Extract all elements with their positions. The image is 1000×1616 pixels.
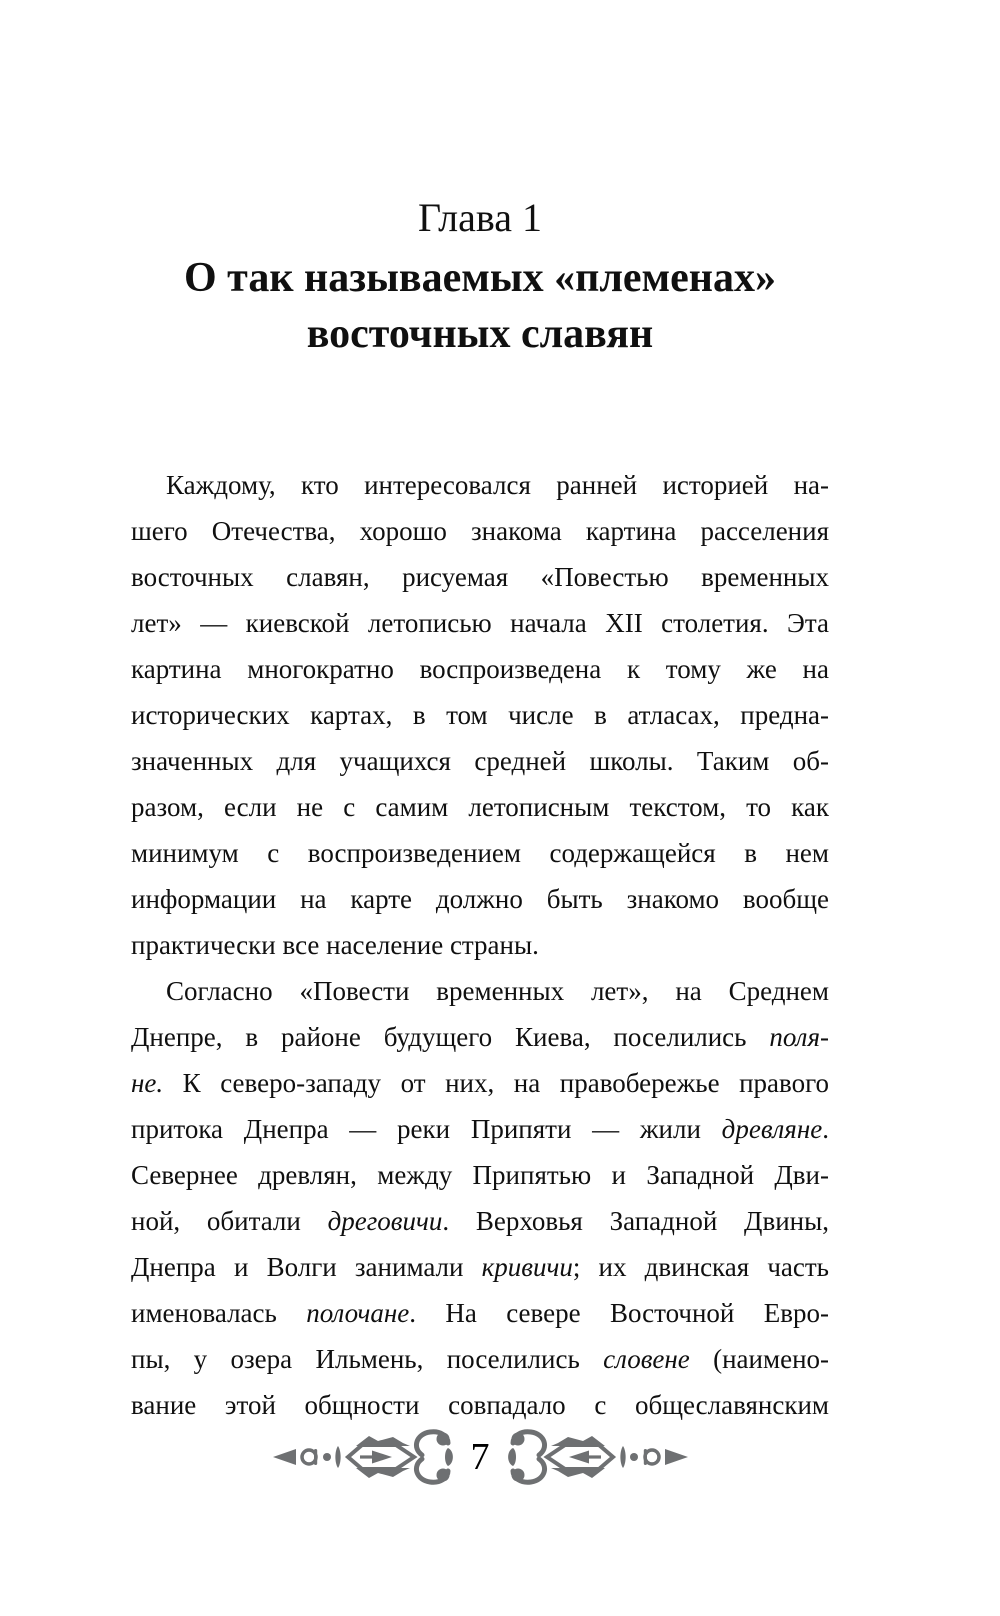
page-footer <box>131 1424 829 1490</box>
text-line: Днепре, в районе будущего Киева, поселились поля- <box>131 1022 829 1052</box>
chapter-title <box>131 250 829 362</box>
text-line: лет» — киевской летописью начала XII столетия. Эта <box>131 608 829 638</box>
text-line: Севернее древлян, между Припятью и Западной Дви- <box>131 1160 829 1190</box>
text-line: пы, у озера Ильмень, поселились словене (наимено- <box>131 1344 830 1374</box>
text-line: не. К северо-западу от них, на правобережье правого <box>131 1068 829 1098</box>
text-line: ной, обитали дреговичи. Верховья Западной Двины, <box>131 1206 830 1236</box>
chapter-title-line: О так называемых «племенах» <box>184 255 776 301</box>
text-line: практически все население страны. <box>131 930 539 960</box>
text-line: разом, если не с самим летописным текстом, то как <box>131 792 829 822</box>
text-line: вание этой общности совпадало с общеславянским <box>131 1390 829 1420</box>
text-line: минимум с воспроизведением содержащейся в нем <box>131 838 829 868</box>
page-number: 7 <box>470 1436 490 1478</box>
text-line: Согласно «Повести временных лет», на Среднем <box>166 976 829 1006</box>
footer-flourish-right-icon <box>504 1426 689 1488</box>
text-line: картина многократно воспроизведена к тому же на <box>131 654 829 684</box>
footer-flourish-left-icon <box>272 1426 457 1488</box>
text-line: Каждому, кто интересовался ранней историей на- <box>166 470 829 500</box>
chapter-label: Глава 1 <box>418 195 542 240</box>
text-line: именовалась полочане. На севере Восточной Евро- <box>131 1298 829 1328</box>
text-line: восточных славян, рисуемая «Повестью временных <box>131 562 829 592</box>
text-line: исторических картах, в том числе в атласах, предна- <box>131 700 829 730</box>
text-line: значенных для учащихся средней школы. Таким об- <box>131 746 829 776</box>
body-text <box>131 462 829 1428</box>
text-line: Днепра и Волги занимали кривичи; их двинская часть <box>131 1252 829 1282</box>
chapter-title-line: восточных славян <box>306 311 654 357</box>
text-line: притока Днепра — реки Припяти — жили древляне. <box>131 1114 829 1144</box>
text-line: шего Отечества, хорошо знакома картина расселения <box>131 516 829 546</box>
text-line: информации на карте должно быть знакомо вообще <box>131 884 829 914</box>
